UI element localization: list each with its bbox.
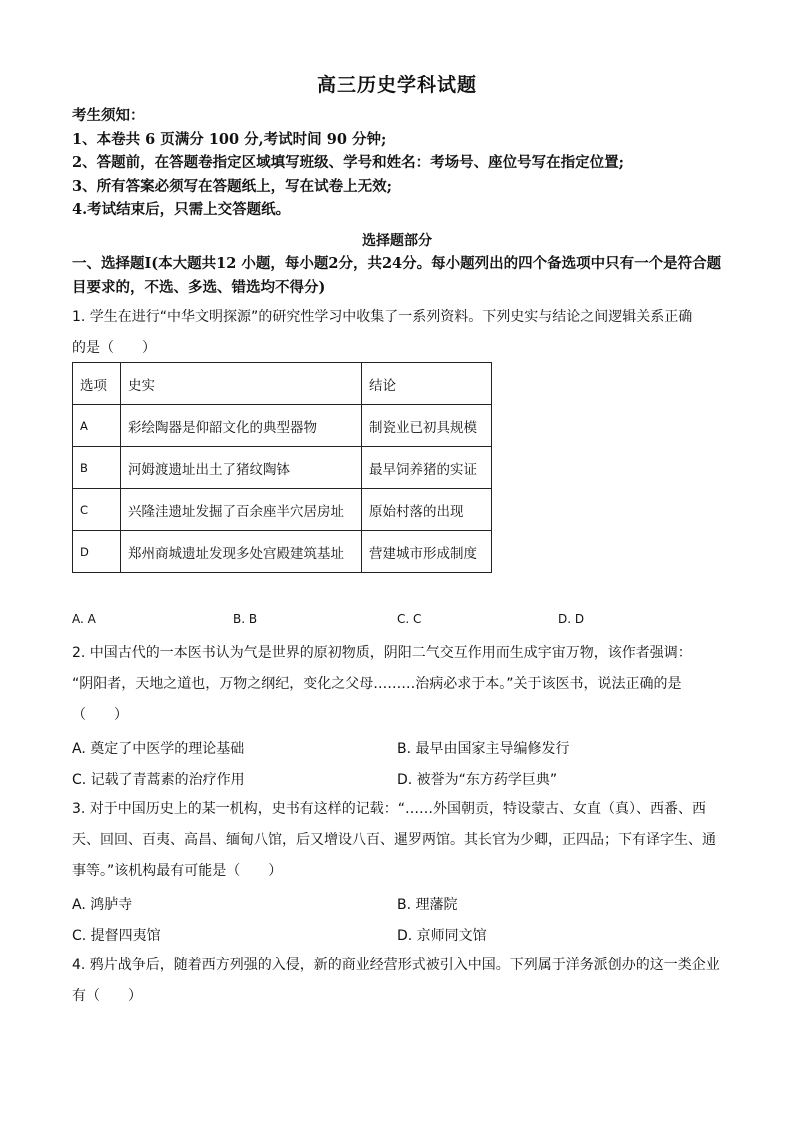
notice-item: 3、所有答案必须写在答题纸上，写在试卷上无效; xyxy=(72,177,392,195)
table-cell: 郑州商城遗址发现多处宫殿建筑基址 xyxy=(121,531,362,573)
table-cell: 河姆渡遗址出土了猪纹陶钵 xyxy=(121,447,362,489)
table-cell: 原始村落的出现 xyxy=(362,489,492,531)
candidate-notice xyxy=(72,104,732,222)
question-1-stem xyxy=(72,302,724,364)
question-line: 1. 学生在进行“中华文明探源”的研究性学习中收集了一系列资料。下列史实与结论之间逻辑关系正确 xyxy=(72,309,693,325)
question-line: 3. 对于中国历史上的某一机构，史书有这样的记载：“……外国朝贡，特设蒙古、女直（真）、西番、西 xyxy=(72,801,707,817)
question-1-options xyxy=(72,612,732,632)
option-c: C. 记载了青蒿素的治疗作用 xyxy=(72,772,245,788)
page-title: 高三历史学科试题 xyxy=(316,74,477,96)
table-cell: 彩绘陶器是仰韶文化的典型器物 xyxy=(121,405,362,447)
table-cell: 营建城市形成制度 xyxy=(362,531,492,573)
table-cell: D xyxy=(73,531,121,573)
table-cell: B xyxy=(73,447,121,489)
notice-item: 2、答题前，在答题卷指定区域填写班级、学号和姓名：考场号、座位号写在指定位置; xyxy=(72,154,624,171)
table-header-row xyxy=(73,363,492,405)
table-cell: A xyxy=(73,405,121,447)
question-line: 事等。”该机构最有可能是（ ） xyxy=(72,863,283,879)
option-c: C. 提督四夷馆 xyxy=(72,928,161,944)
table-cell: 兴隆洼遗址发掘了百余座半穴居房址 xyxy=(121,489,362,531)
notice-item: 1、本卷共 6 页满分 100 分,考试时间 90 分钟; xyxy=(72,130,387,148)
section-title: 选择题部分 xyxy=(362,233,432,249)
question-line: “阴阳者，天地之道也，万物之纲纪，变化之父母………治病必求于本。”关于该医书，说法正确的是 xyxy=(72,676,682,692)
question-line: 有（ ） xyxy=(72,988,142,1004)
option-d: D. 京师同文馆 xyxy=(397,928,487,944)
question-line: 2. 中国古代的一本医书认为气是世界的原初物质，阴阳二气交互作用而生成宇宙万物，该作者强调： xyxy=(72,645,692,661)
notice-heading: 考生须知： xyxy=(72,107,145,124)
option-a: A. 鸿胪寺 xyxy=(72,897,133,913)
part-heading: 一、选择题Ⅰ(本大题共12 小题，每小题2分，共24分。每小题列出的四个备选项中只有一个是符合题目要求的，不选、多选、错选均不得分) xyxy=(72,255,722,296)
question-3-stem xyxy=(72,794,724,887)
question-line: （ ） xyxy=(72,707,128,723)
table-cell: 制瓷业已初具规模 xyxy=(362,405,492,447)
option-b: B. B xyxy=(233,612,258,626)
table-header-cell: 选项 xyxy=(73,363,121,405)
table-row xyxy=(73,531,492,573)
option-d: D. D xyxy=(558,612,585,626)
question-line: 的是（ ） xyxy=(72,340,156,356)
option-b: B. 理藩院 xyxy=(397,897,458,913)
table-header-cell: 结论 xyxy=(362,363,492,405)
option-a: A. 奠定了中医学的理论基础 xyxy=(72,741,245,757)
question-1-table xyxy=(72,362,492,573)
option-b: B. 最早由国家主导编修发行 xyxy=(397,741,570,757)
question-line: 天、回回、百夷、高昌、缅甸八馆，后又增设八百、暹罗两馆。其长官为少卿，正四品；下有译字生、通 xyxy=(72,832,716,848)
table-header-cell: 史实 xyxy=(121,363,362,405)
question-4-stem xyxy=(72,950,724,1012)
option-d: D. 被誉为“东方药学巨典” xyxy=(397,772,558,788)
table-row xyxy=(73,447,492,489)
table-cell: 最早饲养猪的实证 xyxy=(362,447,492,489)
question-line: 4. 鸦片战争后，随着西方列强的入侵，新的商业经营形式被引入中国。下列属于洋务派创办的这一类企业 xyxy=(72,957,720,973)
table-row xyxy=(73,489,492,531)
option-c: C. C xyxy=(397,612,422,626)
option-a: A. A xyxy=(72,612,96,626)
question-2-stem xyxy=(72,638,724,731)
table-cell: C xyxy=(73,489,121,531)
notice-item: 4.考试结束后，只需上交答题纸。 xyxy=(72,201,291,218)
table-row xyxy=(73,405,492,447)
